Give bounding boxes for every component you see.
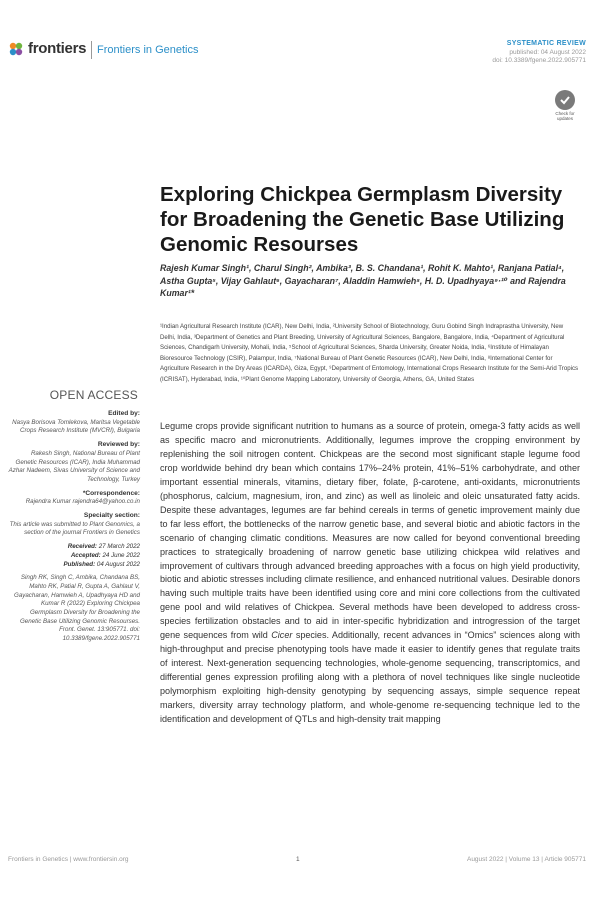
reviewed-by-section (8, 441, 140, 485)
correspondence-heading: *Correspondence: (82, 489, 140, 497)
citation-text: Singh RK, Singh C, Ambika, Chandana BS, Mahto RK, Patial R, Gupta A, Gahlaut V, Gayacharan, Hamwieh A, Upadhyaya HD and Kumar R (2022) Exploring Chickpea Germplasm Diversity for Broadening the Genetic Base Utilizing Genomic Resourses. Front. Genet. 13:905771. doi: 10.3389/fgene.2022.905771 (14, 574, 140, 643)
correspondence-section (8, 490, 140, 507)
edited-by-heading: Edited by: (108, 410, 140, 417)
specialty-heading: Specialty section: (83, 512, 140, 520)
check-for-updates-badge[interactable] (548, 90, 582, 120)
check-updates-label-1: Check for (555, 111, 575, 116)
check-updates-label-2: updates (556, 116, 573, 121)
header-divider (91, 41, 92, 59)
check-updates-icon (555, 90, 575, 110)
correspondence-email[interactable]: Rajendra Kumar rajendra64@yahoo.co.in (25, 498, 140, 506)
received-date: Received: 27 March 2022 (67, 543, 140, 551)
published-date-sidebar: Published: 04 August 2022 (63, 560, 140, 568)
page-number: 1 (296, 856, 300, 863)
article-title: Exploring Chickpea Germplasm Diversity for Broadening the Genetic Base Utilizing Genomic Resourses (160, 183, 565, 256)
edited-by-section (8, 410, 140, 436)
dates-section (8, 543, 140, 569)
specialty-section (8, 512, 140, 538)
accepted-date: Accepted: 24 June 2022 (70, 551, 140, 559)
reviewed-by-text: Rakesh Singh, National Bureau of Plant Genetic Resources (ICAR), India Muhammad Azhar Nadeem, Sivas University of Science and Technology, Turkey (8, 449, 140, 483)
published-date: published: 04 August 2022 (509, 48, 586, 56)
abstract-part-2: species. Additionally, recent advances in “Omics” sciences along with high-throughput and precise phenotyping tools have made it easier to identify genes that regulate traits of interest. Next-generation sequencing technologies, whole-genome sequencing, transcriptomics, and differential genes expression profiling along with a plethora of novel techniques like single nucleotide polymorphism exploiting high-density genotyping by sequencing assays, simple sequence repeat markers, diversity array technology platform, and whole-genome re-sequencing technique led to the identification and development of QTLs and high-density trait mapping (160, 630, 580, 725)
article-meta (492, 40, 586, 66)
author-list: Rajesh Kumar Singh¹, Charul Singh², Ambika³, B. S. Chandana¹, Rohit K. Mahto¹, Ranjana Patial⁴, Astha Gupta⁵, Vijay Gahlaut⁶, Gayacharan⁷, Aladdin Hamwieh⁸, H. D. Upadhyaya⁹·¹⁰ and Rajendra Kumar¹* (160, 263, 566, 298)
edited-by-text: Nasya Borisova Tomlekova, Maritsa Vegetable Crops Research Institute (MVCRI), Bulgaria (12, 418, 140, 435)
journal-name[interactable]: Frontiers in Genetics (97, 44, 199, 56)
abstract-cicer: Cicer (271, 630, 293, 641)
open-access-label: OPEN ACCESS (49, 388, 138, 402)
doi-link[interactable]: doi: 10.3389/fgene.2022.905771 (492, 57, 586, 64)
abstract (160, 420, 580, 727)
affiliations: ¹Indian Agricultural Research Institute (ICAR), New Delhi, India, ²University School of Biotechnology, Guru Gobind Singh Indraprastha University, New Delhi, India, ³Department of Genetics and Plant Breeding, University of Agricultural Sciences, Bangalore, Bangalore, India, ⁴Department of Agricultural Sciences, Chandigarh University, Mohali, India, ⁵School of Agricultural Sciences, Sharda University, Greater Noida, India, ⁶Institute of Himalayan Bioresource Technology (CSIR), Palampur, India, ⁷National Bureau of Plant Genetic Resources (ICAR), New Delhi, India, ⁸International Center for Agriculture Research in the Dry Areas (ICARDA), Giza, Egypt, ⁹Department of Entomology, International Crops Research Institute for the Semi-Arid Tropics (ICRISAT), Hyderabad, India, ¹⁰Plant Genome Mapping Laboratory, University of Georgia, Athens, GA, United States (160, 323, 579, 383)
reviewed-by-heading: Reviewed by: (97, 441, 140, 449)
frontiers-logo[interactable] (8, 40, 86, 57)
frontiers-logo-icon (8, 41, 24, 57)
footer-issue-info: August 2022 | Volume 13 | Article 905771 (466, 856, 586, 863)
article-sidebar (8, 410, 140, 644)
footer-journal-link[interactable]: Frontiers in Genetics | www.frontiersin.org (8, 856, 129, 863)
article-type: SYSTEMATIC REVIEW (506, 40, 586, 47)
abstract-part-1: Legume crops provide significant nutrition to humans as a source of protein, omega-3 fatty acids as well as specific macro and micronutrients. Additionally, legumes improve the cropping environment by replenishing the soil nitrogen content. Chickpeas are the second most significant staple legume food crop worldwide behind dry bean which contains 17%–24% protein, 41%–51% carbohydrate, and other important essential minerals, vitamins, dietary fiber, folate, β-carotene, anti-oxidants, micronutrients (phosphorus, calcium, magnesium, iron, and zinc) as well as linoleic and oleic unsaturated fatty acids. Despite these advantages, legumes are far behind cereals in terms of genetic improvement mainly due to far less effort, the bottlenecks of the narrow genetic base, and several biotic and abiotic factors in the scenario of changing climatic conditions. Measures are now called for beyond conventional breeding practices to strategically broadening of narrow genetic base utilizing chickpea wild relatives and improvement of cultivars through advanced breeding approaches with a focus on high yield productivity, biotic and abiotic stresses including climate resilience, and enhanced nutritional values. Desirable donors having such multiple traits have been identified using core and mini core collections from the cultivated gene pool and wild relatives of Chickpea. Several methods have been developed to address cross-species fertilization obstacles and to aid in inter-specific hybridization and introgression of the target gene sequences from wild (160, 421, 580, 641)
publisher-name: frontiers (28, 40, 87, 57)
specialty-text: This article was submitted to Plant Genomics, a section of the journal Frontiers in Genetics (9, 520, 140, 537)
